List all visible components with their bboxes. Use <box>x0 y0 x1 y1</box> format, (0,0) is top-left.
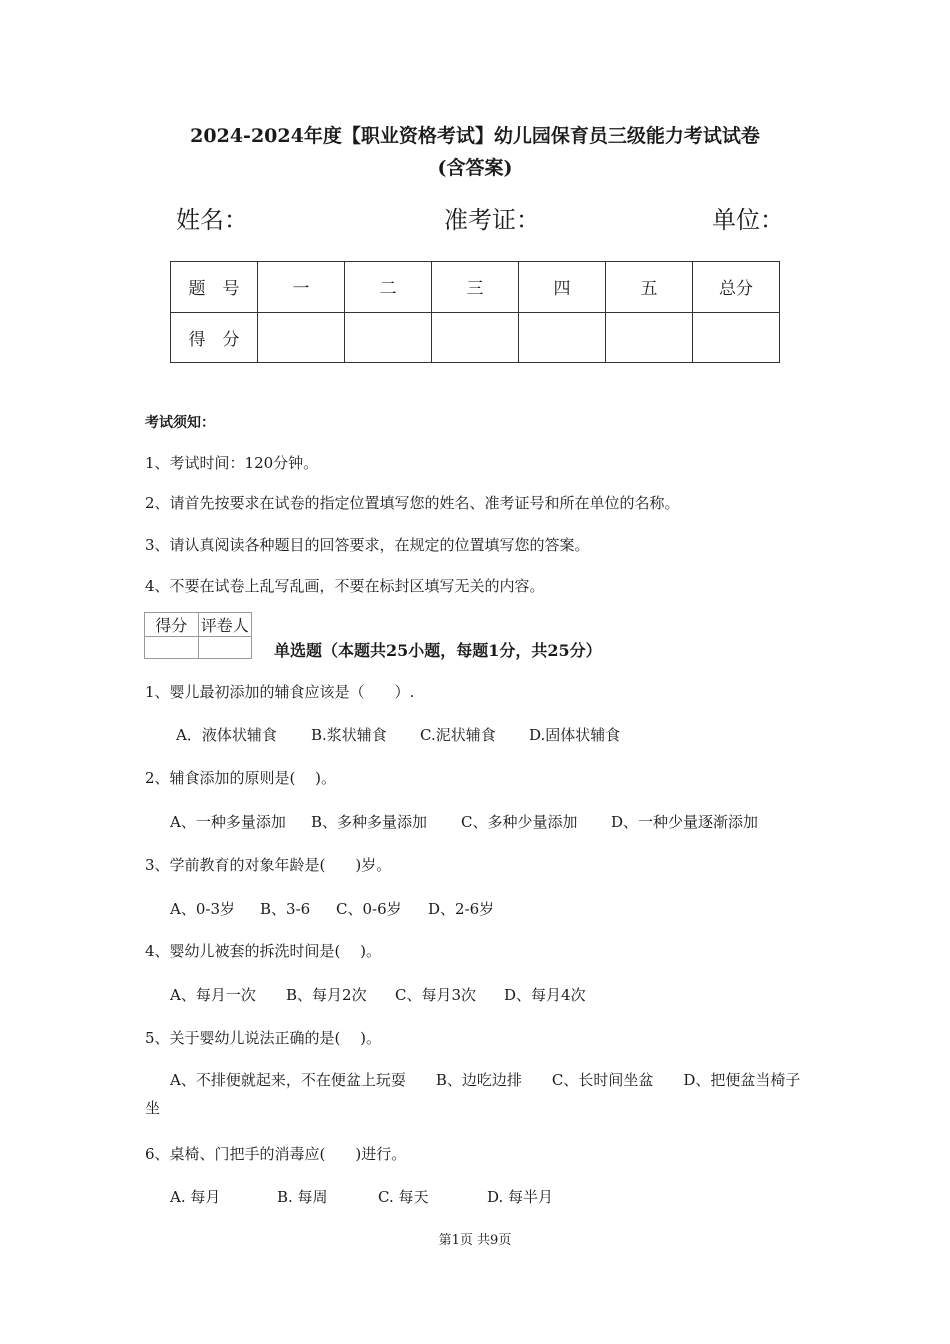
option[interactable]: D、2-6岁 <box>428 900 495 918</box>
grader-name-cell[interactable] <box>198 637 252 659</box>
option[interactable]: D、每月4次 <box>504 986 586 1004</box>
notice-heading: 考试须知： <box>145 415 215 431</box>
question-stem: 1、婴儿最初添加的辅食应该是（ ）. <box>145 683 415 701</box>
option[interactable]: C、每月3次 <box>395 986 477 1004</box>
grader-score-label: 得分 <box>145 613 199 637</box>
page-footer: 第1页 共9页 <box>438 1233 512 1248</box>
question-stem: 5、关于婴幼儿说法正确的是( )。 <box>145 1029 382 1047</box>
option[interactable]: A、0-3岁 <box>170 900 235 918</box>
option[interactable]: B、多种多量添加 <box>311 813 428 831</box>
name-label: 姓名： <box>176 206 248 234</box>
score-cell[interactable] <box>258 312 345 363</box>
question-stem: 6、桌椅、门把手的消毒应( )进行。 <box>145 1145 407 1163</box>
grader-name-label: 评卷人 <box>198 613 252 637</box>
score-row-label: 得 分 <box>171 312 258 363</box>
candidate-info-row <box>176 200 786 240</box>
score-header-cell: 一 <box>258 262 345 313</box>
score-table-header-row <box>171 262 780 313</box>
grader-box <box>144 612 252 659</box>
notice-item: 4、不要在试卷上乱写乱画，不要在标封区填写无关的内容。 <box>145 577 545 595</box>
score-header-cell: 四 <box>519 262 606 313</box>
score-cell[interactable] <box>693 312 780 363</box>
question-options-wrapped[interactable]: A、不排便就起来，不在便盆上玩耍 B、边吃边排 C、长时间坐盆 D、把便盆当椅子坐 <box>145 1071 801 1117</box>
section-title: 单选题（本题共25小题，每题1分，共25分） <box>274 641 602 660</box>
score-header-cell: 二 <box>345 262 432 313</box>
score-table-score-row <box>171 312 780 363</box>
option[interactable]: D.固体状辅食 <box>529 726 621 744</box>
option[interactable]: C、0-6岁 <box>336 900 402 918</box>
score-header-cell: 五 <box>606 262 693 313</box>
question-stem: 4、婴幼儿被套的拆洗时间是( )。 <box>145 942 382 960</box>
notice-item: 1、考试时间：120分钟。 <box>145 454 319 472</box>
option[interactable]: A、一种多量添加 <box>170 813 286 831</box>
option[interactable]: B.浆状辅食 <box>311 726 387 744</box>
option[interactable]: D. 每半月 <box>487 1188 554 1206</box>
notice-item: 3、请认真阅读各种题目的回答要求，在规定的位置填写您的答案。 <box>145 536 590 554</box>
unit-label: 单位： <box>712 206 784 234</box>
option[interactable]: C、多种少量添加 <box>461 813 578 831</box>
option[interactable]: B、3-6 <box>260 900 311 918</box>
exam-title-line1: 2024-2024年度【职业资格考试】幼儿园保育员三级能力考试试卷 <box>190 125 760 147</box>
score-table <box>170 261 780 363</box>
exam-title-line2: (含答案) <box>437 157 513 179</box>
exam-id-label: 准考证： <box>444 206 540 234</box>
option[interactable]: A. 每月 <box>170 1188 221 1206</box>
score-cell[interactable] <box>432 312 519 363</box>
option[interactable]: A．液体状辅食 <box>176 726 277 744</box>
option[interactable]: C. 每天 <box>378 1188 429 1206</box>
option[interactable]: D、一种少量逐渐添加 <box>611 813 759 831</box>
option[interactable]: B. 每周 <box>277 1188 328 1206</box>
score-cell[interactable] <box>519 312 606 363</box>
exam-title <box>0 120 950 184</box>
score-cell[interactable] <box>606 312 693 363</box>
notice-item: 2、请首先按要求在试卷的指定位置填写您的姓名、准考证号和所在单位的名称。 <box>145 494 680 512</box>
score-header-cell: 题 号 <box>171 262 258 313</box>
grader-score-cell[interactable] <box>145 637 199 659</box>
question-stem: 3、学前教育的对象年龄是( )岁。 <box>145 856 392 874</box>
score-header-cell: 总分 <box>693 262 780 313</box>
score-cell[interactable] <box>345 312 432 363</box>
option[interactable]: A、每月一次 <box>170 986 256 1004</box>
option[interactable]: B、每月2次 <box>286 986 367 1004</box>
question-stem: 2、辅食添加的原则是( )。 <box>145 769 337 787</box>
score-header-cell: 三 <box>432 262 519 313</box>
option[interactable]: C.泥状辅食 <box>420 726 496 744</box>
